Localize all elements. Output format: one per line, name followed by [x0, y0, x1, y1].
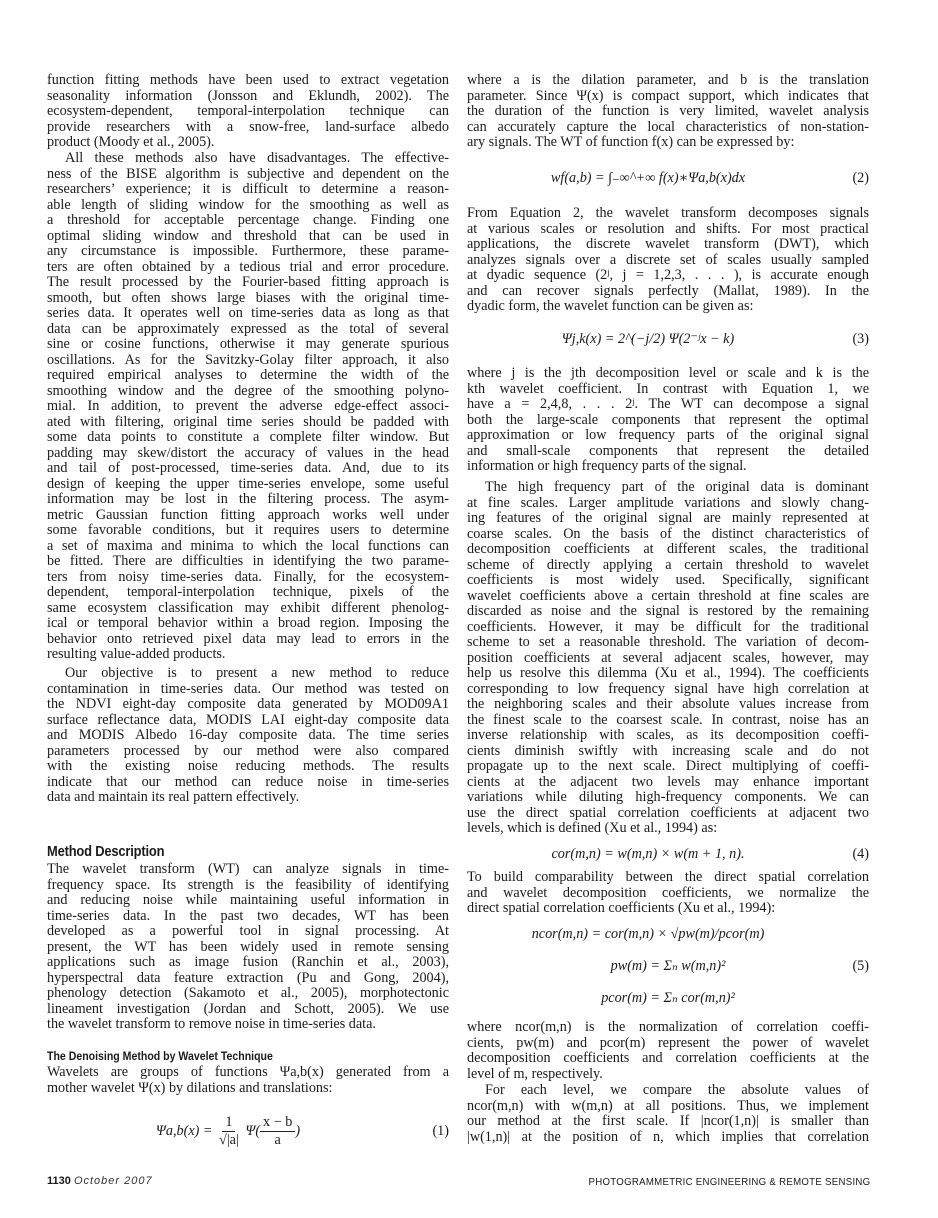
text-line: have a = 2,4,8, . . . 2ʲ. The WT can decompose a signal: [467, 396, 869, 412]
text-line: series data. It operates well on time-series data as long as that: [47, 305, 449, 321]
text-line: seasonality information (Jonsson and Eklundh, 2002). The: [47, 87, 449, 104]
text-line: dependent, temporal-interpolation technique, pixels of the: [47, 584, 449, 600]
text-line: Our objective is to present a new method to reduce: [65, 665, 449, 681]
text-line: function fitting methods have been used to extract vegetation: [47, 72, 449, 88]
text-line: some favorable conditions, but it requires users to determine: [47, 522, 449, 538]
text-line: the finest scale to the coarsest scale. In contrast, noise has an: [467, 711, 869, 728]
footer-page-info: [47, 1175, 153, 1187]
text-line: parameters processed by our method were also compared: [47, 742, 449, 759]
text-line: propagate up to the next scale. Direct multiplying of coeffi-: [467, 758, 869, 774]
text-line: where ncor(m,n) is the normalization of correlation coeffi-: [467, 1019, 869, 1035]
text-line: time-series data. In the past two decades, WT has been: [47, 907, 449, 924]
text-line: scheme of directly applying a certain threshold to wavelet: [467, 556, 869, 573]
section-heading: Method Description: [47, 843, 165, 860]
text-line: ncor(m,n) with w(m,n) at all positions. Thus, we implement: [467, 1097, 869, 1114]
text-line: kth wavelet coefficient. In contrast with Equation 1, we: [467, 380, 869, 397]
text-line: The high frequency part of the original data is dominant: [485, 479, 869, 495]
eq1-lhs: Ψa,b(x) =: [155, 1122, 217, 1139]
eq1-psi: Ψ(: [241, 1122, 261, 1139]
equation-number: (3): [852, 331, 869, 347]
text-line: data and maintain its real pattern effectively.: [47, 789, 300, 805]
text-line: ters are often obtained by a tedious trial and error procedure.: [47, 258, 449, 275]
text-line: ated with filtering, original time series should be padded with: [47, 413, 449, 430]
text-line: behavior onto retrieved pixel data may lead to errors in the: [47, 630, 449, 647]
text-line: and wavelet decomposition coefficients, we normalize the: [467, 884, 869, 901]
text-line: any circumstance is impossible. Furthermore, these parame-: [47, 243, 449, 259]
journal-name: PHOTOGRAMMETRIC ENGINEERING & REMOTE SENSING: [588, 1176, 870, 1188]
text-line: cients diminish swiftly with increasing scale and do not: [467, 742, 869, 759]
text-line: scheme to set a reasonable threshold. The variation of decom-: [467, 634, 869, 650]
text-line: cients at the adjacent two levels may enhance important: [467, 773, 869, 790]
eq2-body: wf(a,b) = ∫₋∞^+∞ f(x)∗Ψa,b(x)dx: [550, 170, 746, 186]
text-line: and tail of post-processed, time-series data. And, due to its: [47, 460, 449, 476]
text-line: required empirical analyses to determine the width of the: [47, 367, 449, 383]
text-line: decomposition coefficients at different scales, the traditional: [467, 541, 869, 557]
text-line: and MODIS Albedo 16-day composite data. The time series: [47, 727, 449, 743]
text-line: level of m, respectively.: [467, 1065, 603, 1082]
text-line: can accurately capture the local characteristics of non-station-: [467, 118, 869, 135]
text-line: From Equation 2, the wavelet transform decomposes signals: [467, 205, 869, 221]
text-line: All these methods also have disadvantages. The effective-: [65, 150, 449, 166]
text-line: coefficients is most widely used. Specifically, significant: [467, 572, 869, 588]
text-line: a threshold for acceptable percentage change. Finding one: [47, 212, 449, 228]
eq1-denominator: √|a|: [219, 1132, 239, 1148]
text-line: provide researchers with a snow-free, land-surface albedo: [47, 118, 449, 135]
text-line: The wavelet transform (WT) can analyze signals in time-: [47, 861, 449, 877]
paragraph: [467, 73, 869, 151]
text-line: indicate that our method can reduce noise in time-series: [47, 773, 449, 790]
text-line: and can recover signals perfectly (Mallat, 1989). In the: [467, 282, 869, 299]
paragraph: [467, 1083, 869, 1145]
text-line: help us resolve this dilemma (Xu et al., 1994). The coefficients: [467, 665, 869, 681]
text-line: sine or cosine functions, otherwise it may generate spurious: [47, 336, 449, 352]
text-line: our method at the first scale. If |ncor(1,n)| is smaller than: [467, 1113, 869, 1129]
text-line: where j is the jth decomposition level or scale and k is the: [467, 365, 869, 381]
text-line: mother wavelet Ψ(x) by dilations and translations:: [47, 1079, 333, 1096]
text-line: use the direct spatial correlation coefficients at adjacent two: [467, 804, 869, 821]
text-line: same ecosystem classification may exhibit different phenolog-: [47, 599, 449, 616]
text-line: smooth, but often shows large biases with the original time-: [47, 289, 449, 306]
text-line: some data points to constitute a complete filter window. But: [47, 429, 449, 445]
paragraph: [467, 206, 869, 315]
text-line: able length of sliding window for the smoothing as well as: [47, 196, 449, 213]
text-line: To build comparability between the direct spatial correlation: [467, 869, 869, 885]
text-line: researchers’ experience; it is difficult to determine a reason-: [47, 181, 449, 197]
equation-1: [47, 1114, 449, 1150]
text-line: information may be lost in the filtering process. The asym-: [47, 491, 449, 507]
text-line: position coefficients at several adjacent scales, however, may: [467, 649, 869, 666]
issue-date: October 2007: [73, 1175, 153, 1187]
text-line: ing features of the original signal are mainly represented at: [467, 510, 869, 526]
text-line: the wavelet transform to remove noise in time-series data.: [47, 1016, 376, 1032]
text-line: present, the WT has been widely used in remote sensing: [47, 938, 449, 955]
paragraph: [467, 480, 869, 837]
paragraph: [47, 73, 449, 151]
text-line: information or high frequency parts of the signal.: [467, 458, 747, 474]
equation-5: [467, 926, 869, 1016]
eq1-inner-fraction: [260, 1114, 295, 1149]
text-line: coarse scales. On the basis of the distinct characteristics of: [467, 525, 869, 542]
paragraph: [47, 666, 449, 806]
eq1-fraction: [216, 1114, 242, 1149]
text-line: applications, the discrete wavelet transform (DWT), which: [467, 236, 869, 252]
subsection-heading: The Denoising Method by Wavelet Technique: [47, 1049, 273, 1063]
text-line: and reducing noise while maintaining useful information in: [47, 892, 449, 908]
text-line: where a is the dilation parameter, and b is the translation: [467, 72, 869, 88]
text-line: discarded as noise and the signal is restored by the remaining: [467, 603, 869, 619]
text-line: ters from noisy time-series data. Finally, for the ecosystem-: [47, 568, 449, 585]
text-line: mial. In addition, to prevent the adverse edge-effect associ-: [47, 398, 449, 414]
text-line: approximation or low frequency parts of the original signal: [467, 427, 869, 443]
equation-number: (5): [852, 958, 869, 974]
text-line: lineament investigation (Jordan and Schott, 2005). We use: [47, 1000, 449, 1017]
eq1-numerator: 1: [222, 1114, 235, 1132]
text-line: optimal sliding window and threshold that can be used in: [47, 227, 449, 244]
text-line: resulting value-added products.: [47, 646, 226, 662]
paragraph: [47, 151, 449, 663]
text-line: developed as a powerful tool in signal processing. At: [47, 923, 449, 939]
text-line: corresponding to low frequency signal have high correlation at: [467, 680, 869, 697]
eq1-inner-denominator: a: [274, 1132, 281, 1148]
page-number: 1130: [47, 1175, 71, 1187]
text-line: parameter. Since Ψ(x) is compact support, which indicates that: [467, 87, 869, 104]
paragraph: [47, 1065, 449, 1096]
equation-number: (1): [432, 1123, 449, 1139]
paragraph: [467, 366, 869, 475]
text-line: both the large-scale components that represent the optimal: [467, 411, 869, 428]
text-line: inverse relationship with scales, as its decomposition coeffi-: [467, 727, 869, 743]
text-line: metric Gaussian function fitting approach works well under: [47, 506, 449, 523]
text-line: oscillations. As for the Savitzky-Golay filter approach, it also: [47, 351, 449, 368]
text-line: surface reflectance data, MODIS LAI eight-day composite data: [47, 711, 449, 728]
text-line: wavelet coefficients above a certain threshold at fine scales are: [467, 587, 869, 604]
text-line: at dyadic sequence (2ʲ, j = 1,2,3, . . . ), is accurate enough: [467, 267, 869, 283]
text-line: with the existing noise reducing methods. The results: [47, 758, 449, 774]
text-line: levels, which is defined (Xu et al., 1994) as:: [467, 820, 718, 836]
text-line: dyadic form, the wavelet function can be given as:: [467, 298, 754, 314]
text-line: applications such as image fusion (Ranchin et al., 2003),: [47, 954, 449, 970]
text-line: |w(1,n)| at the position of n, which implies that correlation: [467, 1128, 869, 1145]
text-line: design of keeping the upper time-series envelope, some useful: [47, 475, 449, 492]
text-line: the duration of the function is very limited, wavelet analysis: [467, 103, 869, 119]
text-line: product (Moody et al., 2005).: [47, 134, 215, 150]
text-line: ness of the BISE algorithm is subjective and dependent on the: [47, 165, 449, 182]
text-line: ical or temporal behavior within a broad region. Imposing the: [47, 615, 449, 631]
text-line: decomposition coefficients and correlation coefficients at the: [467, 1050, 869, 1066]
text-line: ecosystem-dependent, temporal-interpolation technique can: [47, 103, 449, 119]
text-line: at various scales or resolution and shifts. For most practical: [467, 220, 869, 237]
text-line: contamination in time-series data. Our method was tested on: [47, 680, 449, 697]
text-line: Wavelets are groups of functions Ψa,b(x) generated from a: [47, 1064, 449, 1080]
text-line: smoothing window and the degree of the smoothing polyno-: [47, 382, 449, 399]
text-line: cients, pw(m) and pcor(m) represent the power of wavelet: [467, 1034, 869, 1051]
text-line: ary signals. The WT of function f(x) can be expressed by:: [467, 134, 795, 150]
paragraph: [467, 870, 869, 917]
text-line: hyperspectral data feature extraction (Pu and Gong, 2004),: [47, 969, 449, 986]
text-line: phenology detection (Sakamoto et al., 2005), morphotectonic: [47, 985, 449, 1001]
text-line: frequency space. Its strength is the feasibility of identifying: [47, 876, 449, 893]
text-line: direct spatial correlation coefficients (Xu et al., 1994):: [467, 900, 776, 916]
text-line: and small-scale components that represent the detailed: [467, 442, 869, 459]
text-line: The result processed by the Fourier-based fitting approach is: [47, 274, 449, 290]
eq5-line3: pcor(m) = Σₙ cor(m,n)²: [601, 990, 735, 1006]
eq3-body: Ψj,k(x) = 2^(−j/2) Ψ(2⁻ʲx − k): [561, 331, 735, 347]
text-line: a set of maxima and minima to which the local functions can: [47, 537, 449, 554]
text-line: the neighboring scales and their absolute values increase from: [467, 696, 869, 712]
text-line: analyzes signals over a discrete set of scales usually sampled: [467, 251, 869, 268]
paragraph: [467, 1020, 869, 1082]
text-line: coefficients. However, it may be difficult for the traditional: [467, 618, 869, 635]
text-line: be fitted. There are difficulties in identifying the two parame-: [47, 553, 449, 569]
eq1-inner-numerator: x − b: [260, 1114, 295, 1132]
eq1-close: ): [295, 1122, 301, 1139]
equation-number: (4): [852, 846, 869, 862]
eq5-line2: pw(m) = Σₙ w(m,n)²: [610, 958, 726, 974]
paragraph: [47, 862, 449, 1033]
text-line: at fine scales. Larger amplitude variations and slowly chang-: [467, 494, 869, 511]
text-line: variations while diluting high-frequency components. We can: [467, 789, 869, 805]
text-line: data can be approximately expressed as the total of several: [47, 320, 449, 337]
text-line: For each level, we compare the absolute values of: [485, 1082, 869, 1098]
eq5-line1: ncor(m,n) = cor(m,n) × √pw(m)/pcor(m): [531, 926, 765, 942]
eq4-body: cor(m,n) = w(m,n) × w(m + 1, n).: [551, 846, 745, 862]
text-line: the NDVI eight-day composite data generated by MOD09A1: [47, 696, 449, 712]
text-line: padding may skew/distort the accuracy of values in the head: [47, 444, 449, 461]
equation-number: (2): [852, 170, 869, 186]
